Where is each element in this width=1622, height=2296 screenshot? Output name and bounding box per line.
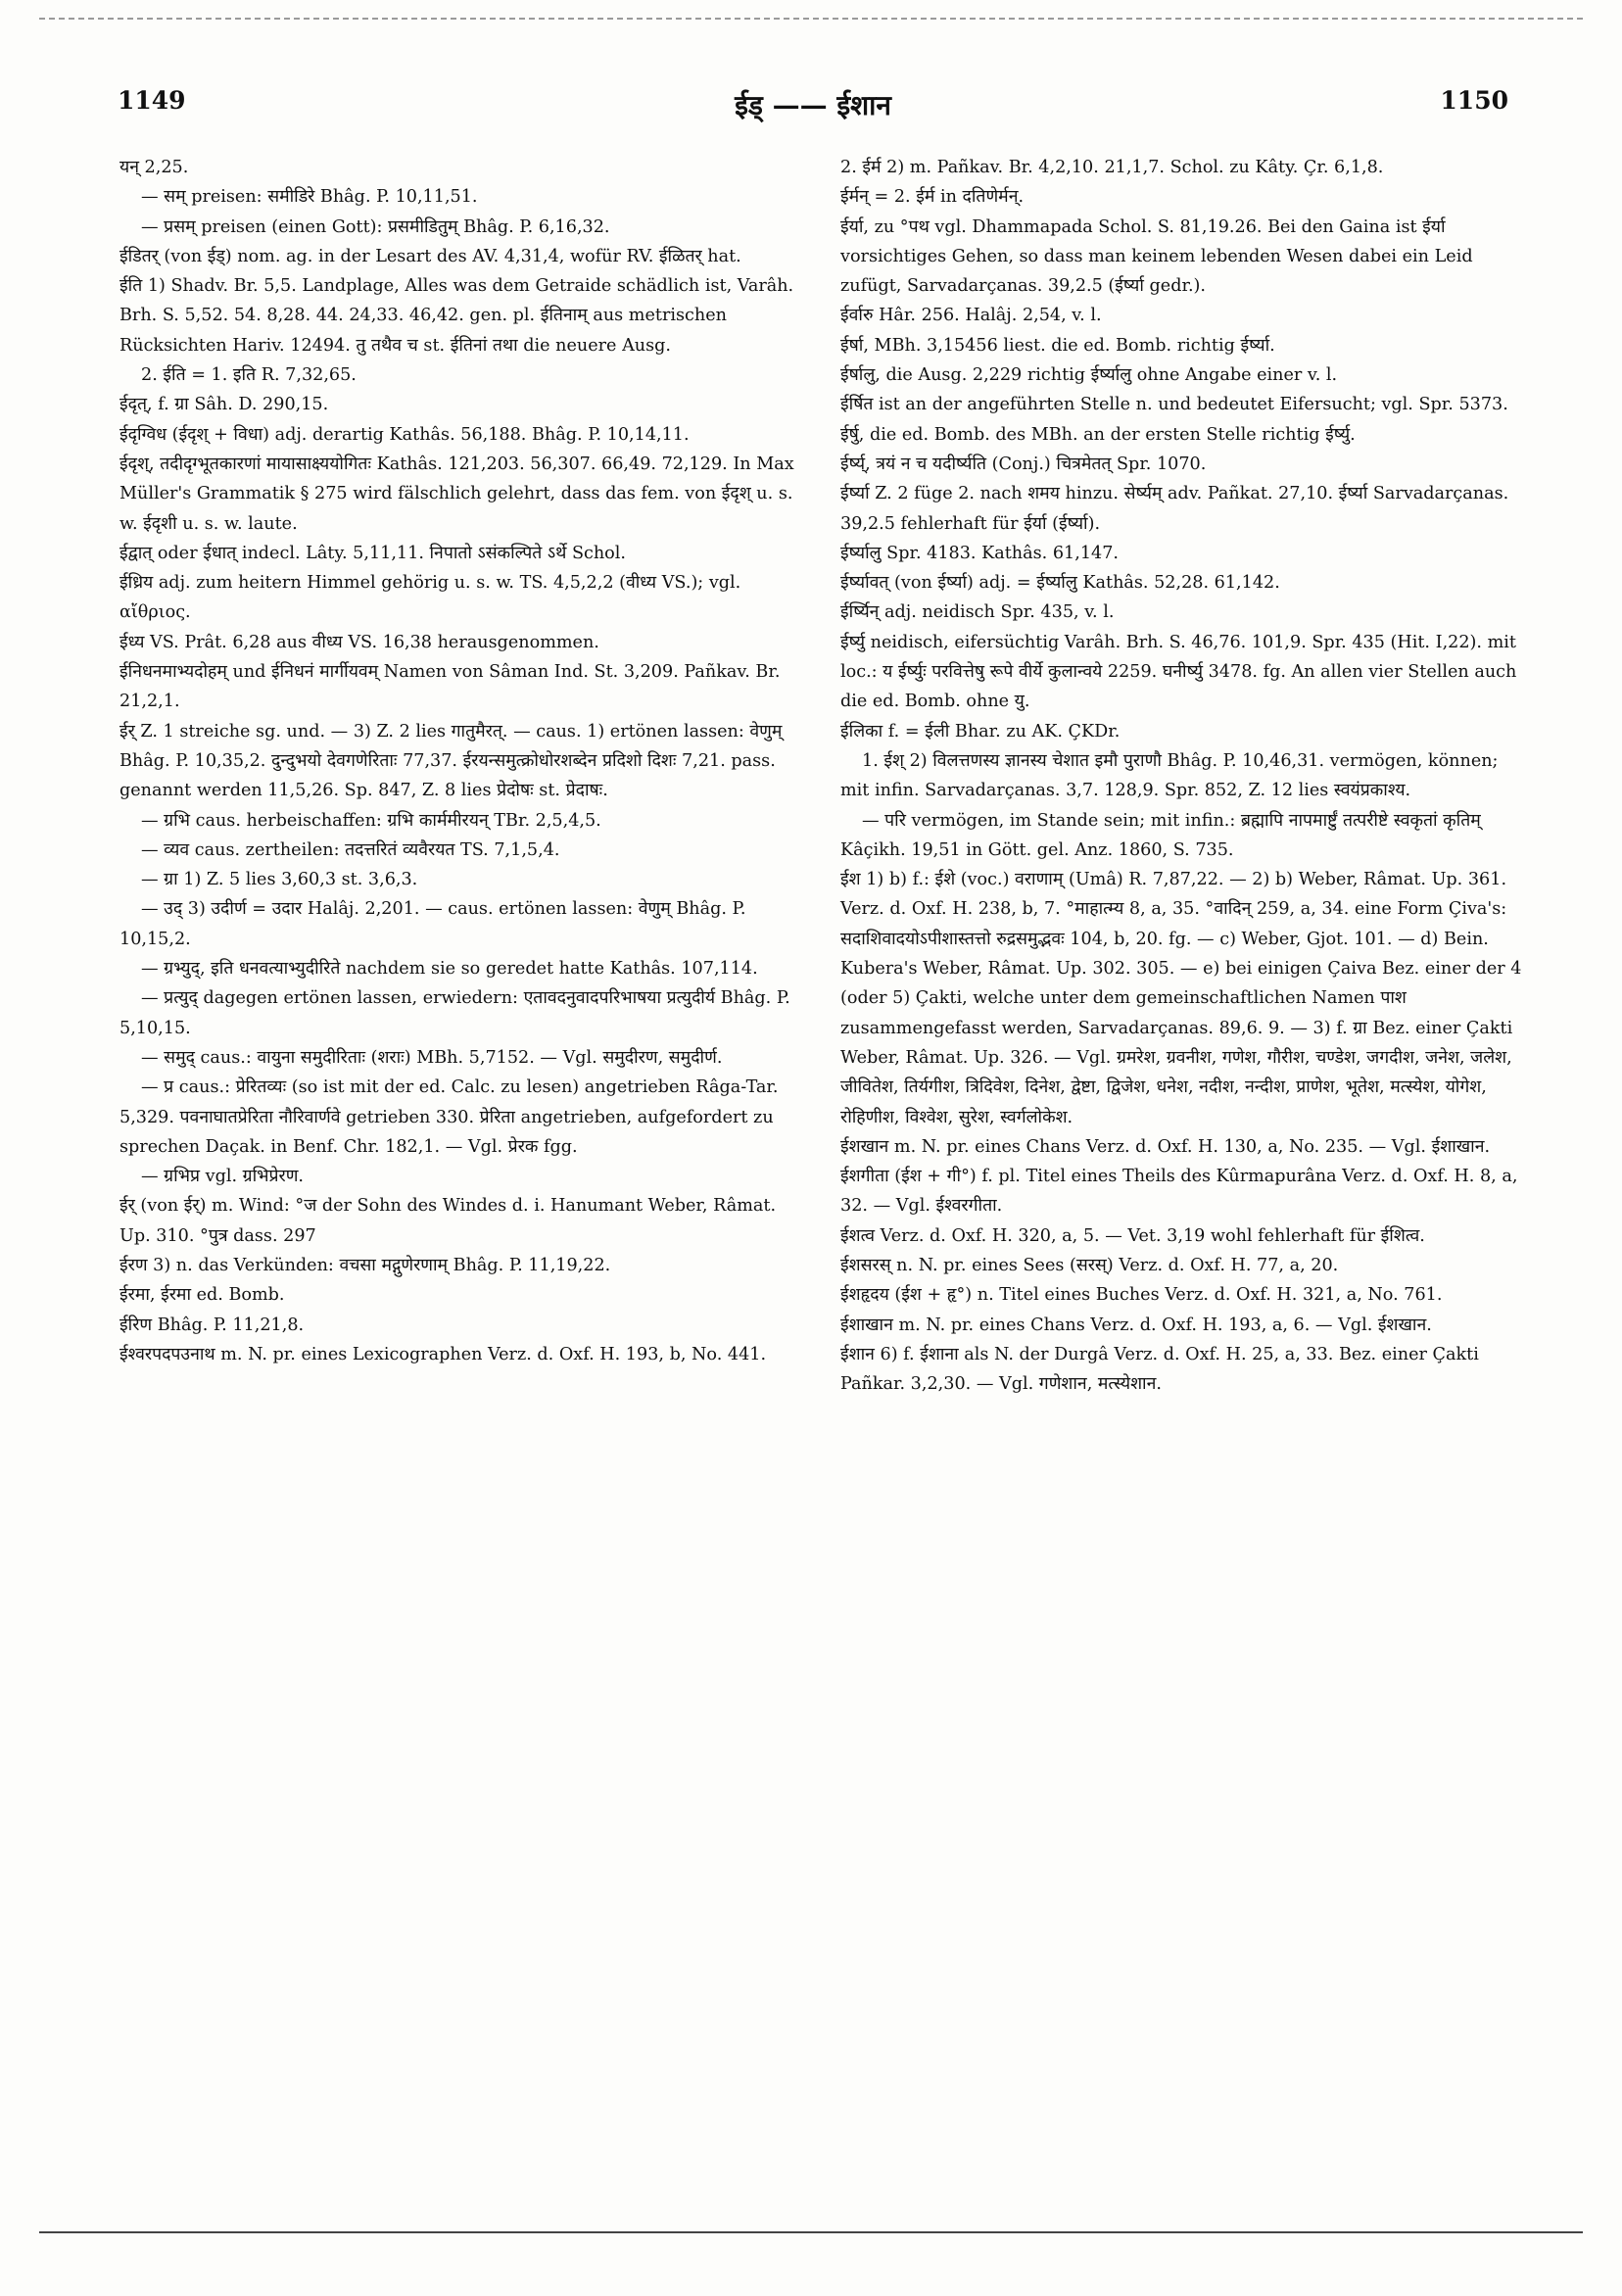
entry: ईडितर् (von ईड्) nom. ag. in der Lesart des AV. 4,31,4, wofür RV. ईळितर् hat. bbox=[119, 246, 741, 266]
entry: ईश 1) b) f.: ईशे (voc.) वराणाम् (Umâ) R. 7,87,22. — 2) b) Weber, Râmat. Up. 361. Verz. d. Oxf. H. 238, b, 7. °माहात्म्य 8, a, 35. °वादिन् 259, a, 34. eine Form Çiva's: सदाशिवादयोऽपीशास्तत्तो रुद्रसमुद्भवः 104, b, 20. fg. — c) Weber, Gjot. 101. — d) Bein. Kubera's Weber, Râmat. Up. 302. 305. — e) bei einigen Çaiva Bez. einer der 4 (oder 5) Çakti, welche unter dem gemeinschaftlichen Namen पाश zusammengefasst werden, Sarvadarçanas. 89,6. 9. — 3) f. ग्रा Bez. einer Çakti Weber, Râmat. Up. 326. — Vgl. ग्रमरेश, ग्रवनीश, गणेश, गौरीश, चण्डेश, जगदीश, जनेश, जलेश, जीवितेश, तिर्यगीश, त्रिदिवेश, दिनेश, द्वेष्टा, द्विजेश, धनेश, नदीश, नन्दीश, प्राणेश, भूतेश, मत्स्येश, योगेश, रोहिणीश, विश्वेश, सुरेश, स्वर्गलोकेश. bbox=[840, 870, 1522, 1127]
entry: ईश्वरपदपउनाथ m. N. pr. eines Lexicographen Verz. d. Oxf. H. 193, b, No. 441. bbox=[119, 1344, 767, 1364]
entry: ईर्ष्यावत् (von ईर्ष्या) adj. = ईर्ष्यालु Kathâs. 52,28. 61,142. bbox=[840, 573, 1280, 594]
entry: — ग्रा 1) Z. 5 lies 3,60,3 st. 3,6,3. bbox=[141, 870, 418, 890]
entry: ईनिधनमाभ्यदोहम् und ईनिधनं मार्गीयवम् Namen von Sâman Ind. St. 3,209. Pañkav. Br. 21,2,1. bbox=[119, 662, 781, 712]
right-page-number: 1150 bbox=[1440, 86, 1508, 115]
right-column bbox=[840, 153, 1526, 1399]
entry: ईर्मन् = 2. ईर्म in दतिणेर्मन्. bbox=[840, 187, 1025, 208]
left-page-number: 1149 bbox=[118, 86, 186, 115]
entry: ईद्वात् oder ईधात् indecl. Lâty. 5,11,11. निपातो ऽसंकल्पिते ऽर्थे Schol. bbox=[119, 543, 626, 563]
entry: — प्रसम् preisen (einen Gott): प्रसमीडितुम् Bhâg. P. 6,16,32. bbox=[141, 216, 610, 237]
entry: ईदृत्, f. ग्रा Sâh. D. 290,15. bbox=[119, 395, 329, 415]
entry: ईरण 3) n. das Verkünden: वचसा मद्गुणेरणाम् Bhâg. P. 11,19,22. bbox=[119, 1255, 611, 1275]
entry: ईध्रिय adj. zum heitern Himmel gehörig u. s. w. TS. 4,5,2,2 (वीध्य VS.); vgl. αἴθριος. bbox=[119, 573, 741, 623]
entry: — प्र caus.: प्रेरितव्यः (so ist mit der ed. Calc. zu lesen) angetrieben Râga-Tar. 5,329. पवनाघातप्रेरिता नौरिवार्णवे getrieben 330. प्रेरिता angetrieben, aufgefordert zu sprechen Daçak. in Benf. Chr. 182,1. — Vgl. प्रेरक fgg. bbox=[119, 1077, 779, 1157]
entry: 2. ईति = 1. इति R. 7,32,65. bbox=[141, 365, 357, 386]
entry: ईशाखान m. N. pr. eines Chans Verz. d. Oxf. H. 193, a, 6. — Vgl. ईशखान. bbox=[840, 1315, 1432, 1335]
top-border-rule bbox=[39, 18, 1583, 20]
entry: ईर्ष्यु neidisch, eifersüchtig Varâh. Brh. S. 46,76. 101,9. Spr. 435 (Hit. I,22). mit loc.: य ईर्ष्युः परवित्तेषु रूपे वीर्ये कुलान्वये 2259. घनीर्ष्यु 3478. fg. An allen vier Stellen auch die ed. Bomb. ohne यु. bbox=[840, 632, 1517, 712]
entry: ईर्या, zu °पथ vgl. Dhammapada Schol. S. 81,19.26. Bei den Gaina ist ईर्या vorsichtiges Gehen, so dass man keinem lebenden Wesen dabei ein Leid zufügt, Sarvadarçanas. 39,2.5 (ईर्ष्या gedr.). bbox=[840, 216, 1473, 297]
entry: ईर्षित ist an der angeführten Stelle n. und bedeutet Eifersucht; vgl. Spr. 5373. bbox=[840, 395, 1508, 415]
entry: ईर् Z. 1 streiche sg. und. — 3) Z. 2 lies गातुमैरत्. — caus. 1) ertönen lassen: वेणुम् Bhâg. P. 10,35,2. दुन्दुभयो देवगणेरिताः 77,37. ईरयन्समुत्क्रोधोरशब्देन प्रदिशो दिशः 7,21. pass. genannt werden 11,5,26. Sp. 847, Z. 8 lies प्रेदोषः st. प्रेदाषः. bbox=[119, 721, 783, 801]
entry: ईदृग्विध (ईदृश् + विधा) adj. derartig Kathâs. 56,188. Bhâg. P. 10,14,11. bbox=[119, 424, 690, 445]
entry: यन् 2,25. bbox=[119, 158, 189, 177]
entry: 1. ईश् 2) विलत्तणस्य ज्ञानस्य चेशात इमौ पुराणौ Bhâg. P. 10,46,31. vermögen, können; mit infin. Sarvadarçanas. 3,7. 128,9. Spr. 852, Z. 12 lies स्वयंप्रकाश्य. bbox=[840, 750, 1499, 801]
entry: — ग्रभिप्र vgl. ग्रभिप्रेरण. bbox=[141, 1167, 305, 1187]
entry: — उद् 3) उदीर्ण = उदार Halâj. 2,201. — caus. ertönen lassen: वेणुम् Bhâg. P. 10,15,2. bbox=[119, 899, 746, 949]
entry: — प्रत्युद् dagegen ertönen lassen, erwiedern: एतावदनुवादपरिभाषया प्रत्युदीर्य Bhâg. P. 5,10,15. bbox=[119, 988, 790, 1038]
entry: ईर् (von ईर्) m. Wind: °ज der Sohn des Windes d. i. Hanumant Weber, Râmat. Up. 310. °पुत्र dass. 297 bbox=[119, 1196, 777, 1246]
entry: ईशान 6) f. ईशाना als N. der Durgâ Verz. d. Oxf. H. 25, a, 33. Bez. einer Çakti Pañkar. 3,2,30. — Vgl. गणेशान, मत्स्येशान. bbox=[840, 1344, 1479, 1395]
entry: ईति 1) Shadv. Br. 5,5. Landplage, Alles was dem Getraide schädlich ist, Varâh. Brh. S. 5,52. 54. 8,28. 44. 24,33. 46,42. gen. pl. ईतिनाम् aus metrischen Rücksichten Hariv. 12494. तु तथैव च st. ईतिनां तथा die neuere Ausg. bbox=[119, 276, 794, 356]
entry: ईर्षु, die ed. Bomb. des MBh. an der ersten Stelle richtig ईर्ष्यु. bbox=[840, 424, 1356, 445]
left-column bbox=[119, 153, 805, 1369]
entry: ईरमा, ईरमा ed. Bomb. bbox=[119, 1285, 285, 1306]
entry: — ग्रभ्युद्, इति धनवत्याभ्युदीरिते nachdem sie so geredet hatte Kathâs. 107,114. bbox=[141, 959, 758, 980]
entry: ईशत्व Verz. d. Oxf. H. 320, a, 5. — Vet. 3,19 wohl fehlerhaft für ईशित्व. bbox=[840, 1225, 1425, 1246]
entry: ईशहृदय (ईश + हृ°) n. Titel eines Buches Verz. d. Oxf. H. 321, a, No. 761. bbox=[840, 1285, 1443, 1306]
entry: ईध्य VS. Prât. 6,28 aus वीध्य VS. 16,38 herausgenommen. bbox=[119, 632, 599, 652]
entry: ईरिण Bhâg. P. 11,21,8. bbox=[119, 1315, 305, 1335]
entry: — समुद् caus.: वायुना समुदीरिताः (शराः) MBh. 5,7152. — Vgl. समुदीरण, समुदीर्ण. bbox=[141, 1047, 723, 1068]
entry: 2. ईर्म 2) m. Pañkav. Br. 4,2,10. 21,1,7. Schol. zu Kâty. Çr. 6,1,8. bbox=[840, 158, 1384, 177]
entry: ईशखान m. N. pr. eines Chans Verz. d. Oxf. H. 130, a, No. 235. — Vgl. ईशाखान. bbox=[840, 1136, 1491, 1157]
entry: — परि vermögen, im Stande sein; mit infin.: ब्रह्मापि नापमार्ष्टुं तत्परीष्टे स्वकृतां कृतिम् Kâçikh. 19,51 in Gött. gel. Anz. 1860, S. 735. bbox=[840, 810, 1481, 860]
entry: ईर्ष्या Z. 2 füge 2. nach शमय hinzu. सेर्ष्यम् adv. Pañkat. 27,10. ईर्ष्या Sarvadarçanas. 39,2.5 fehlerhaft für ईर्या (ईर्ष्या). bbox=[840, 484, 1509, 534]
entry: — सम् preisen: समीडिरे Bhâg. P. 10,11,51. bbox=[141, 187, 478, 208]
entry: ईर्ष्य्, त्रयं न च यदीर्ष्यति (Conj.) चित्रमेतत् Spr. 1070. bbox=[840, 454, 1207, 474]
entry: — व्यव caus. zertheilen: तदत्तरितं व्यवैरयत TS. 7,1,5,4. bbox=[141, 839, 560, 860]
entry: ईर्ष्यालु Spr. 4183. Kathâs. 61,147. bbox=[840, 543, 1119, 563]
entry: ईर्षा, MBh. 3,15456 liest. die ed. Bomb. richtig ईर्ष्या. bbox=[840, 335, 1275, 356]
running-head: ईड् —— ईशान bbox=[735, 89, 891, 121]
bottom-border-rule bbox=[39, 2231, 1583, 2233]
entry: ईशसरस् n. N. pr. eines Sees (सरस्) Verz. d. Oxf. H. 77, a, 20. bbox=[840, 1255, 1339, 1275]
entry: ईर्षालु, die Ausg. 2,229 richtig ईर्ष्यालु ohne Angabe einer v. l. bbox=[840, 365, 1338, 386]
entry: ईर्वारु Hâr. 256. Halâj. 2,54, v. l. bbox=[840, 306, 1102, 326]
entry: ईशगीता (ईश + गी°) f. pl. Titel eines Theils des Kûrmapurâna Verz. d. Oxf. H. 8, a, 32. — Vgl. ईश्वरगीता. bbox=[840, 1167, 1518, 1217]
page-header bbox=[118, 86, 1508, 125]
entry: ईलिका f. = ईली Bhar. zu AK. ÇKDr. bbox=[840, 721, 1121, 741]
entry: ईदृश्, तदीदृग्भूतकारणां मायासाक्ष्ययोगितः Kathâs. 121,203. 56,307. 66,49. 72,129. In Max Müller's Grammatik § 275 wird fälschlich gelehrt, dass das fem. von ईदृश् u. s. w. ईदृशी u. s. w. laute. bbox=[119, 454, 794, 534]
entry: ईर्ष्यिन् adj. neidisch Spr. 435, v. l. bbox=[840, 602, 1115, 623]
entry: — ग्रभि caus. herbeischaffen: ग्रभि कार्ममीरयन् TBr. 2,5,4,5. bbox=[141, 810, 601, 831]
